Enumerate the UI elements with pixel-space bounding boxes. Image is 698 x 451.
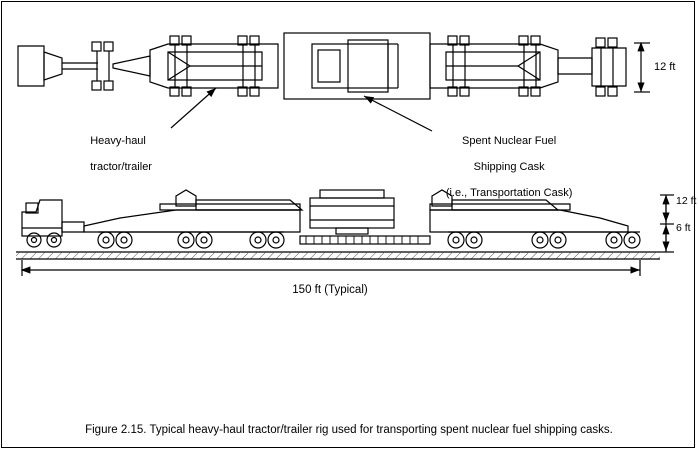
figure-caption: Figure 2.15. Typical heavy-haul tractor/trailer rig used for transporting spent nuclear fuel shipping casks. bbox=[85, 424, 613, 436]
label-heavy-haul-line2: tractor/trailer bbox=[90, 161, 152, 173]
dimension-side-upper: 12 ft bbox=[676, 195, 697, 207]
callout-leaders bbox=[171, 88, 432, 131]
label-cask-line1: Spent Nuclear Fuel bbox=[462, 135, 557, 147]
label-heavy-haul bbox=[78, 122, 152, 187]
dimension-side-lower: 6 ft bbox=[676, 222, 691, 234]
label-heavy-haul-line1: Heavy-haul bbox=[90, 135, 146, 147]
leader-heavy-haul bbox=[171, 88, 216, 128]
plan-view-top bbox=[18, 33, 650, 99]
dimension-overall-length: 150 ft (Typical) bbox=[292, 284, 368, 296]
label-shipping-cask bbox=[408, 122, 598, 213]
dimension-top-width: 12 ft bbox=[654, 61, 676, 73]
label-cask-line2: Shipping Cask bbox=[473, 161, 545, 173]
label-cask-line3: (i.e., Transportation Cask) bbox=[445, 187, 573, 199]
